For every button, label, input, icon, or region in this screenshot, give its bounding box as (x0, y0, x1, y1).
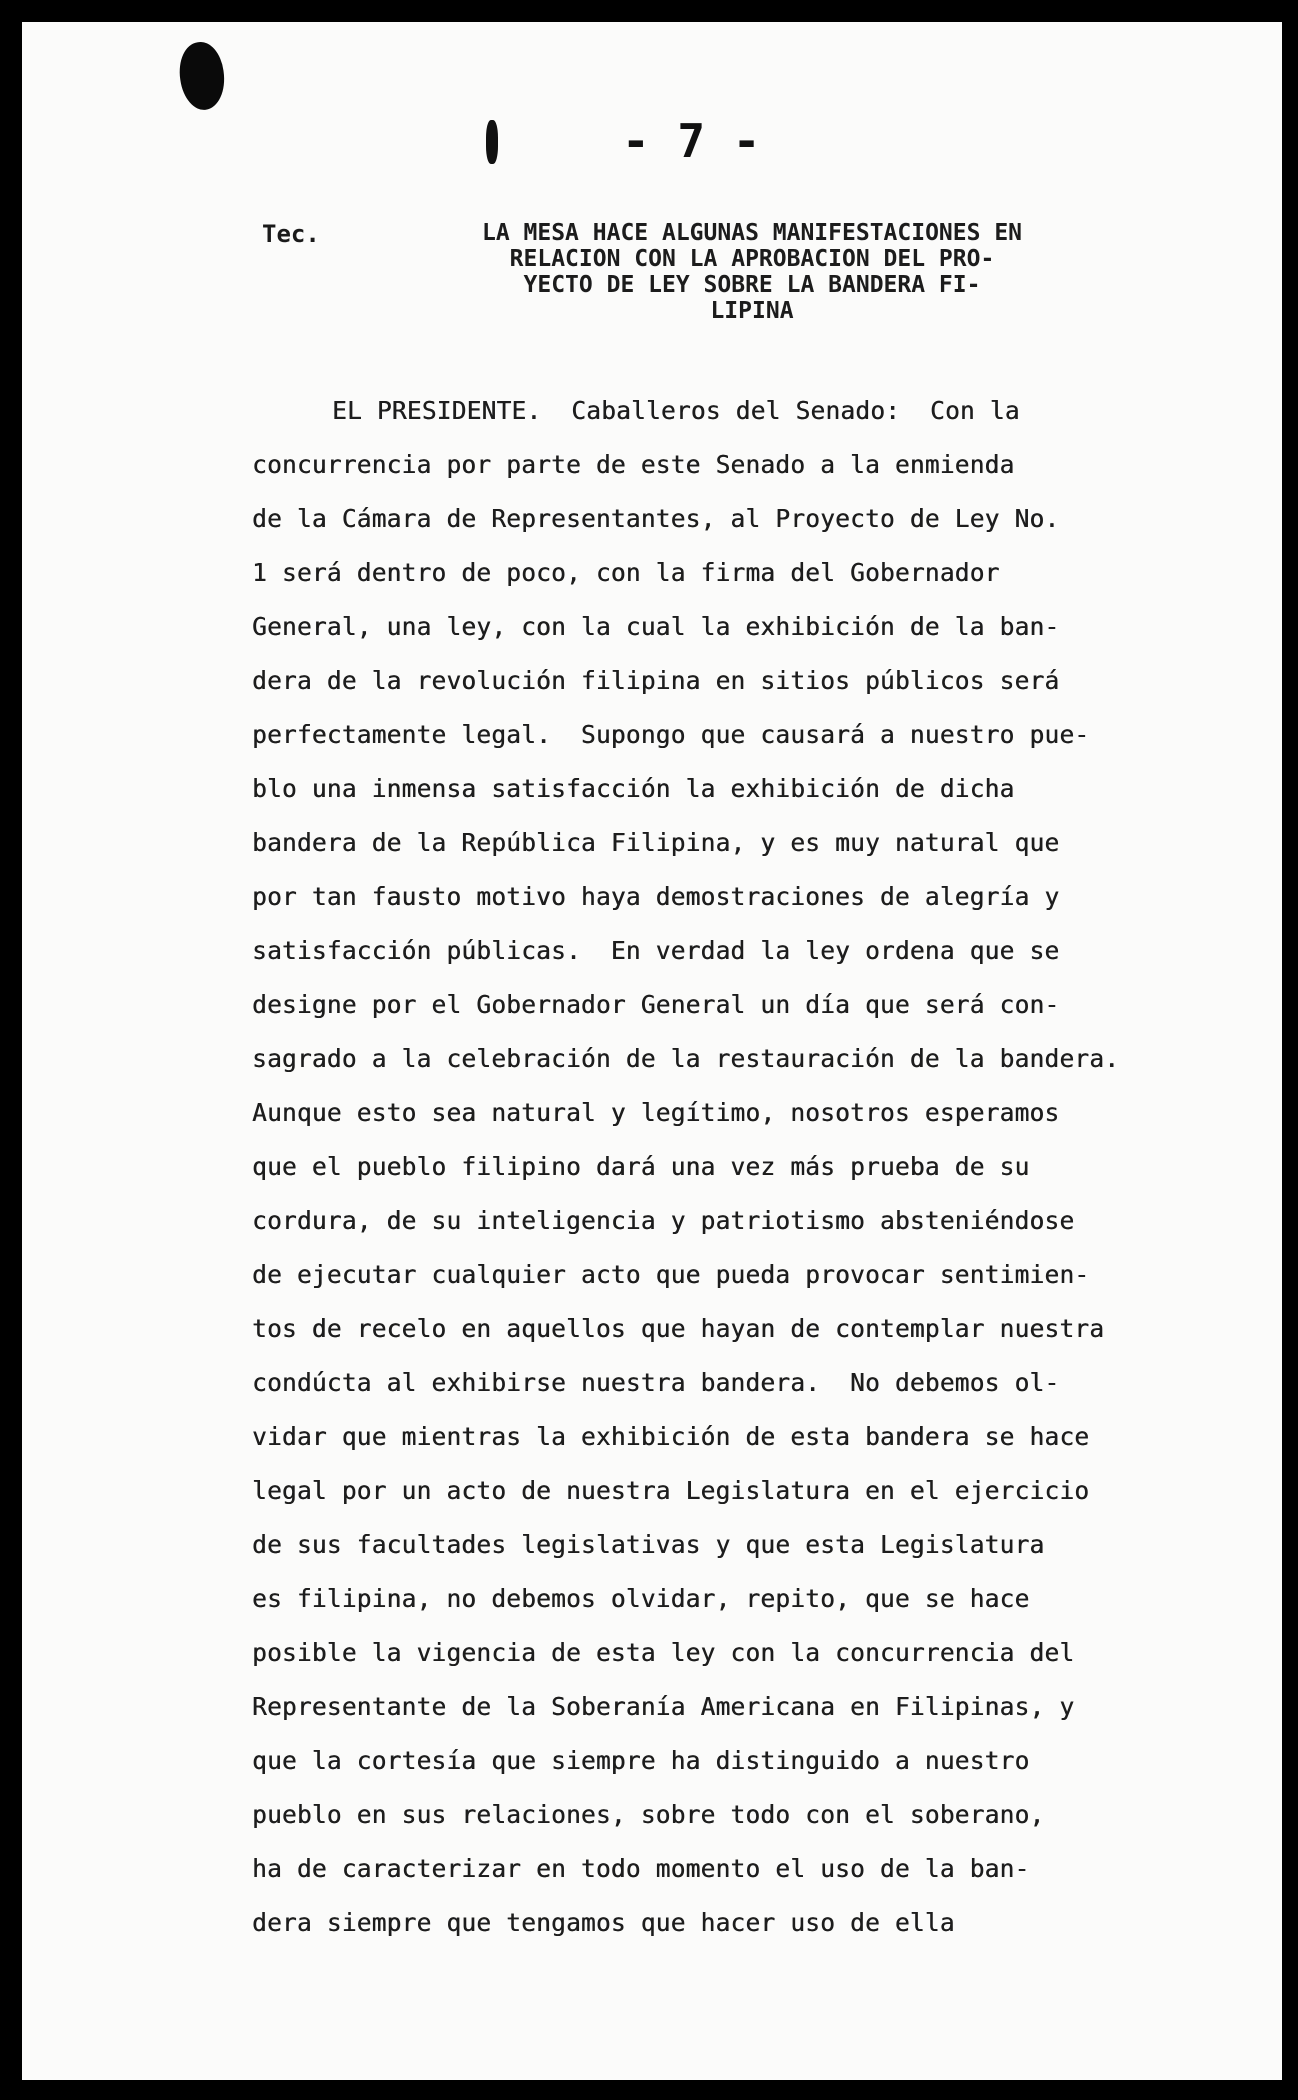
body-line: que el pueblo filipino dará una vez más prueba de su (252, 1152, 1030, 1181)
body-line: sagrado a la celebración de la restauración de la bandera. (252, 1044, 1120, 1073)
body-line: concurrencia por parte de este Senado a la enmienda (252, 450, 1015, 479)
body-line: de la Cámara de Representantes, al Proyecto de Ley No. (252, 504, 1060, 533)
body-line: Representante de la Soberanía Americana en Filipinas, y (252, 1692, 1075, 1721)
body-line: 1 será dentro de poco, con la firma del Gobernador (252, 558, 1000, 587)
ink-mark (486, 120, 498, 164)
heading-line: LA MESA HACE ALGUNAS MANIFESTACIONES EN (481, 220, 1023, 246)
document-page (22, 22, 1282, 2080)
body-line: satisfacción públicas. En verdad la ley ordena que se (252, 936, 1060, 965)
body-line: tos de recelo en aquellos que hayan de contemplar nuestra (252, 1314, 1105, 1343)
page-number: - 7 - (622, 114, 761, 168)
body-line: por tan fausto motivo haya demostraciones de alegría y (252, 882, 1060, 911)
body-line: blo una inmensa satisfacción la exhibición de dicha (252, 774, 1015, 803)
body-line: Aunque esto sea natural y legítimo, nosotros esperamos (252, 1098, 1060, 1127)
body-line: de ejecutar cualquier acto que pueda provocar sentimien- (252, 1260, 1090, 1289)
body-line: es filipina, no debemos olvidar, repito, que se hace (252, 1584, 1030, 1613)
heading-line: YECTO DE LEY SOBRE LA BANDERA FI- (523, 272, 981, 298)
body-line: legal por un acto de nuestra Legislatura en el ejercicio (252, 1476, 1090, 1505)
body-line: dera siempre que tengamos que hacer uso de ella (252, 1908, 955, 1937)
section-heading (422, 220, 1082, 324)
body-line: vidar que mientras la exhibición de esta bandera se hace (252, 1422, 1090, 1451)
ink-blot (175, 39, 228, 112)
body-line: bandera de la República Filipina, y es muy natural que (252, 828, 1060, 857)
speech-body (252, 384, 1182, 1950)
body-line: cordura, de su inteligencia y patriotismo absteniéndose (252, 1206, 1075, 1235)
body-line: pueblo en sus relaciones, sobre todo con el soberano, (252, 1800, 1045, 1829)
heading-line: RELACION CON LA APROBACION DEL PRO- (509, 246, 995, 272)
body-line: que la cortesía que siempre ha distinguido a nuestro (252, 1746, 1030, 1775)
body-line: EL PRESIDENTE. Caballeros del Senado: Con la (332, 396, 1020, 425)
body-line: condúcta al exhibirse nuestra bandera. No debemos ol- (252, 1368, 1060, 1397)
body-line: General, una ley, con la cual la exhibición de la ban- (252, 612, 1060, 641)
heading-line: LIPINA (710, 298, 794, 324)
body-line: dera de la revolución filipina en sitios públicos será (252, 666, 1060, 695)
section-code: Tec. (262, 220, 320, 248)
body-line: de sus facultades legislativas y que esta Legislatura (252, 1530, 1045, 1559)
body-line: designe por el Gobernador General un día que será con- (252, 990, 1060, 1019)
body-line: ha de caracterizar en todo momento el uso de la ban- (252, 1854, 1030, 1883)
body-line: posible la vigencia de esta ley con la concurrencia del (252, 1638, 1075, 1667)
body-line: perfectamente legal. Supongo que causará a nuestro pue- (252, 720, 1090, 749)
